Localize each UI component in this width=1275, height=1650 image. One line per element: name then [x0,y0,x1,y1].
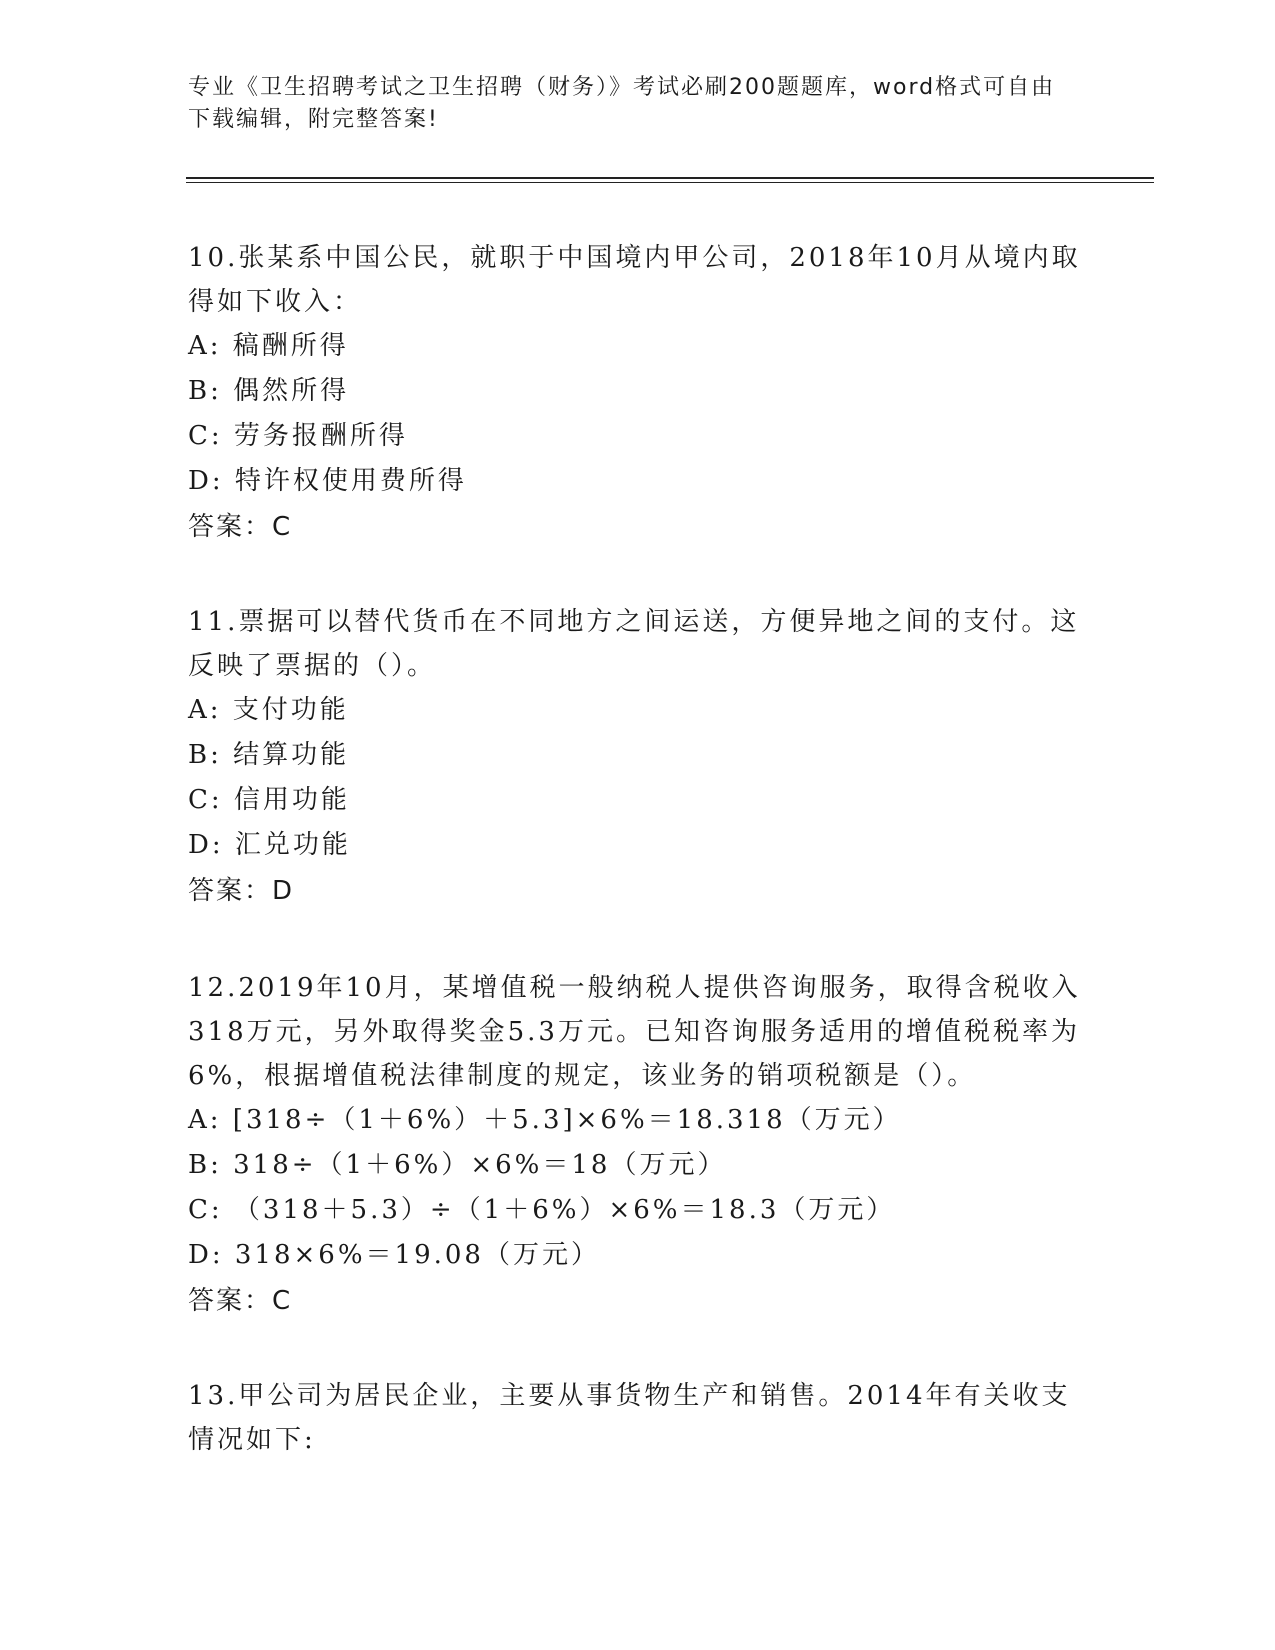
answer: 答案：D [188,876,295,906]
question-10 [188,236,1088,550]
option-d: D: 汇兑功能 [188,830,351,860]
option-c: C: （318＋5.3）÷（1＋6%）×6%＝18.3（万元） [188,1195,896,1225]
option-a: A: 支付功能 [188,695,349,725]
option-a: A: 稿酬所得 [188,331,349,361]
document-header: 专业《卫生招聘考试之卫生招聘（财务）》考试必刷200题题库，word格式可自由下载编辑，附完整答案! [188,75,1056,132]
answer: 答案：C [188,512,293,542]
header-divider [186,177,1154,179]
option-d: D: 特许权使用费所得 [188,466,467,496]
option-d: D: 318×6%＝19.08（万元） [188,1240,600,1270]
question-stem: 11.票据可以替代货币在不同地方之间运送，方便异地之间的支付。这反映了票据的（）。 [188,607,1080,681]
answer: 答案：C [188,1286,293,1316]
option-c: C: 劳务报酬所得 [188,421,408,451]
option-b: B: 318÷（1＋6%）×6%＝18（万元） [188,1150,727,1180]
option-c: C: 信用功能 [188,785,350,815]
option-b: B: 偶然所得 [188,376,350,406]
question-13 [188,1374,1088,1462]
option-b: B: 结算功能 [188,740,350,770]
question-11 [188,600,1088,914]
question-stem: 10.张某系中国公民，就职于中国境内甲公司，2018年10月从境内取得如下收入： [188,243,1081,317]
question-stem: 12.2019年10月，某增值税一般纳税人提供咨询服务，取得含税收入318万元，另外取得奖金5.3万元。已知咨询服务适用的增值税税率为6%，根据增值税法律制度的规定，该业务的销项税额是（）。 [188,973,1081,1091]
header-divider-thin [186,182,1154,183]
option-a: A: [318÷（1＋6%）＋5.3]×6%＝18.318（万元） [188,1105,902,1135]
question-stem: 13.甲公司为居民企业，主要从事货物生产和销售。2014年有关收支情况如下: [188,1381,1071,1455]
question-12 [188,966,1088,1324]
